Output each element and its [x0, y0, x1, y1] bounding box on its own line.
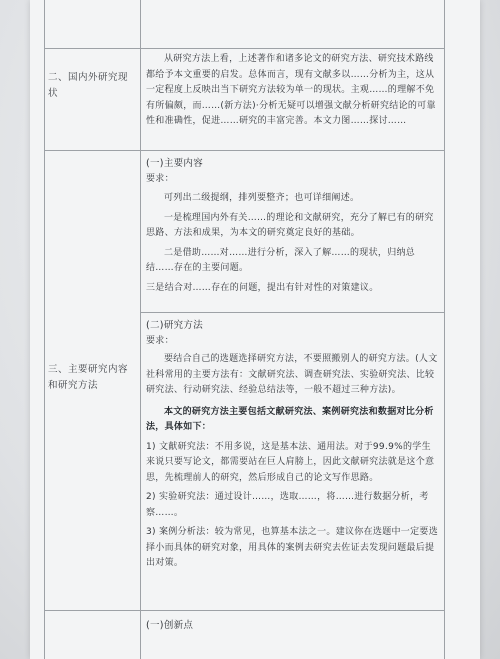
- main-content-item-1: 一是梳理国内外有关……的理论和文献研究，充分了解已有的研究思路、方法和成果，为本文的研究奠定良好的基础。: [146, 212, 434, 238]
- main-content-heading: (一)主要内容: [146, 158, 204, 169]
- research-status-text: [146, 52, 438, 130]
- table-row-divider: [44, 150, 445, 151]
- table-column-divider: [140, 0, 141, 659]
- research-method-case: 3) 案例分析法：较为常见，也算基本法之一。建议你在选题中一定要选择小而具体的研究对象，用具体的案例去研究去佐证去发现问题最后提出对策。: [146, 527, 438, 568]
- table-right-border: [444, 0, 445, 659]
- row-label-content-methods: 三、主要研究内容和研究方法: [48, 364, 129, 391]
- main-content-intro: 可列出二级提纲，排列要整齐；也可详细阐述。: [164, 193, 360, 203]
- table-row-divider: [44, 610, 445, 611]
- table-top-border: [44, 48, 445, 49]
- main-content-item-3: 三是结合对……存在的问题，提出有针对性的对策建议。: [146, 282, 379, 293]
- main-content-requirement: 要求：: [146, 173, 174, 184]
- research-method-summary: 本文的研究方法主要包括文献研究法、案例研究法和数据对比分析法，具体如下：: [146, 406, 434, 432]
- table-cell-divider: [140, 312, 445, 313]
- innovation-heading: (一)创新点: [146, 620, 194, 631]
- research-method-intro: 要结合自己的选题选择研究方法，不要照搬别人的研究方法。(人文社科常用的主要方法有：文献研究法、调查研究法、实验研究法、比较研究法、行动研究法、经验总结法等，一般不超过三种方法)。: [146, 354, 438, 395]
- row-label-research-status: 二、国内外研究现状: [48, 72, 129, 99]
- research-method-experiment: 2) 实验研究法：通过设计……，选取……，将……进行数据分析，考察……。: [146, 492, 429, 518]
- research-method-cell: [146, 318, 438, 572]
- research-method-requirement: 要求：: [146, 335, 174, 346]
- main-content-cell: [146, 156, 438, 296]
- research-method-heading: (二)研究方法: [146, 320, 204, 331]
- main-content-item-2: 二是借助……对……进行分析，深入了解……的现状，归纳总结……存在的主要问题。: [146, 247, 416, 273]
- table-left-border: [44, 0, 45, 659]
- research-method-literature: 1) 文献研究法：不用多说，这是基本法、通用法。对于99.9%的学生来说只要写论文，都需要站在巨人肩膀上，因此文献研究法就是这个意思，先梳理前人的研究，然后形成自己的论文写作思路。: [146, 441, 435, 483]
- innovation-cell: [146, 618, 438, 634]
- research-status-paragraph: 从研究方法上看，上述著作和诸多论文的研究方法、研究技术路线都给予本文重要的启发。总体而言，现有文献多以……分析为主，这从一定程度上反映出当下研究方法较为单一的现状。主观……的理解不免有所偏颇，而……(新方法)·分析无疑可以增强文献分析研究结论的可靠性和准确性，促进……研究的丰富完善。本文力图……探讨……: [146, 54, 436, 126]
